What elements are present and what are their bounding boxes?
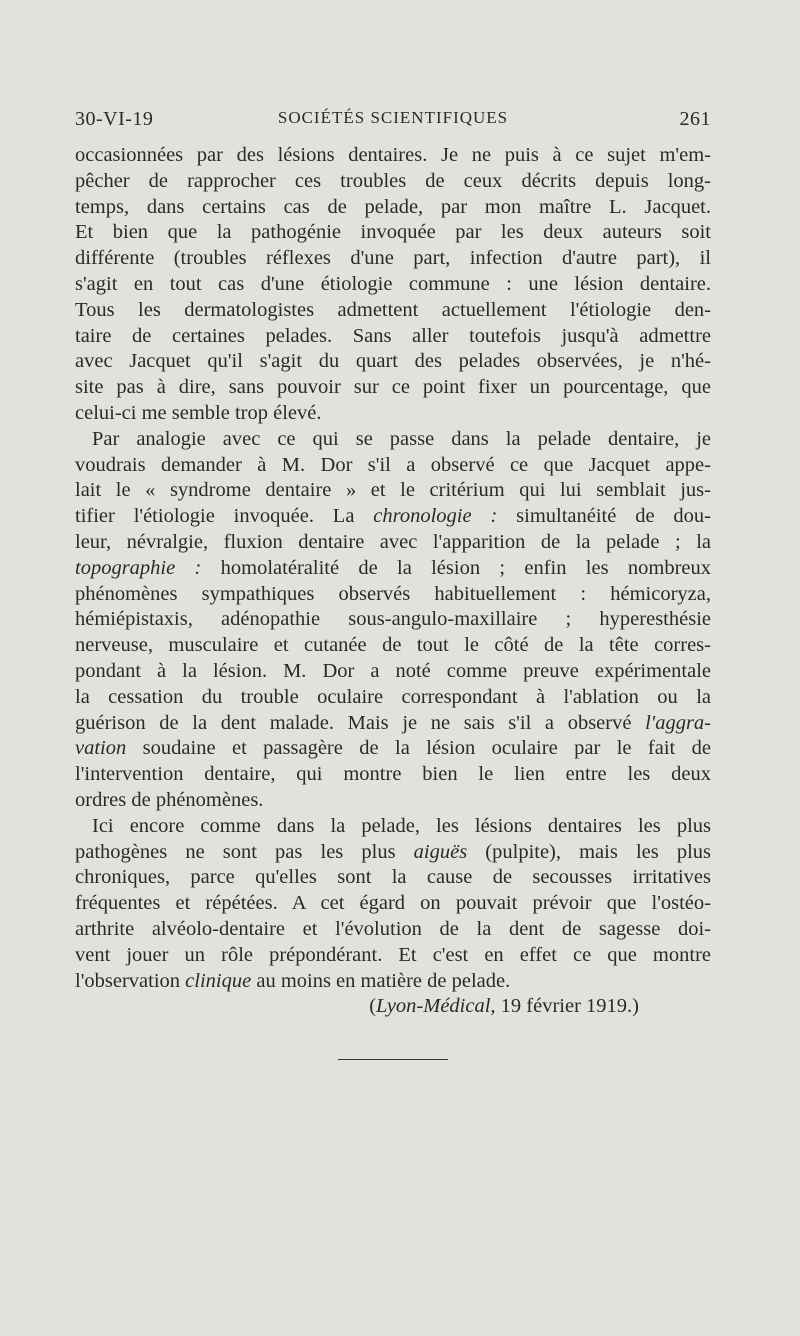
text-segment: ordres de phénomènes. <box>75 788 264 811</box>
text-segment: phénomènes sympathiques observés habituellement : hémicoryza, <box>75 582 711 605</box>
text-segment: l'intervention dentaire, qui montre bien le lien entre les deux <box>75 763 711 786</box>
text-segment: pathogènes ne sont pas les plus <box>75 840 414 863</box>
text-line <box>75 169 711 195</box>
text-segment: Tous les dermatologistes admettent actuellement l'étiologie den- <box>75 298 711 321</box>
text-line <box>75 685 711 711</box>
text-line <box>75 298 711 324</box>
text-segment: simultanéité de dou- <box>497 505 711 528</box>
text-segment: différente (troubles réflexes d'une part, infection d'autre part), il <box>75 247 711 270</box>
text-segment: pondant à la lésion. M. Dor a noté comme preuve expérimentale <box>75 659 711 682</box>
text-line <box>75 582 711 608</box>
text-line <box>75 865 711 891</box>
text-line <box>75 943 711 969</box>
text-segment: temps, dans certains cas de pelade, par mon maître L. Jacquet. <box>75 195 711 218</box>
italic-text: clinique <box>185 969 252 992</box>
text-segment: Ici encore comme dans la pelade, les lésions dentaires les plus <box>92 814 711 837</box>
text-segment: occasionnées par des lésions dentaires. Je ne puis à ce sujet m'em- <box>75 144 711 166</box>
text-segment: vent jouer un rôle prépondérant. Et c'est en effet ce que montre <box>75 943 711 966</box>
text-line <box>75 840 711 866</box>
text-line <box>75 530 711 556</box>
text-line <box>75 556 711 582</box>
text-line <box>75 814 711 840</box>
end-rule <box>338 1059 448 1060</box>
text-segment: l'observation <box>75 969 186 992</box>
text-segment: tifier l'étiologie invoquée. La <box>75 505 374 528</box>
page-number: 261 <box>679 108 711 130</box>
italic-text: vation <box>75 737 127 760</box>
text-line <box>75 220 711 246</box>
text-line <box>75 917 711 943</box>
text-segment: arthrite alvéolo-dentaire et l'évolution de la dent de sagesse doi- <box>75 917 711 940</box>
text-line <box>75 891 711 917</box>
page-header <box>75 108 711 138</box>
text-line <box>75 195 711 221</box>
text-segment: Et bien que la pathogénie invoquée par les deux auteurs soit <box>75 221 711 244</box>
italic-text: topographie : <box>75 556 202 579</box>
text-line <box>75 427 711 453</box>
text-segment: voudrais demander à M. Dor s'il a observé ce que Jacquet appe- <box>75 453 711 476</box>
text-segment: chroniques, parce qu'elles sont la cause de secousses irritatives <box>75 866 711 889</box>
italic-text: chronologie : <box>373 505 498 528</box>
text-segment: (pulpite), mais les plus <box>467 840 711 863</box>
text-line <box>75 736 711 762</box>
text-segment: celui-ci me semble trop élevé. <box>75 401 322 424</box>
text-line <box>75 143 711 169</box>
text-line <box>75 324 711 350</box>
text-line <box>75 504 711 530</box>
text-line <box>75 659 711 685</box>
text-line <box>75 969 711 995</box>
text-line <box>75 762 711 788</box>
text-segment: nerveuse, musculaire et cutanée de tout le côté de la tête corres- <box>75 634 711 657</box>
citation-text: 19 février 1919.) <box>495 995 639 1018</box>
italic-text: aiguës <box>413 840 468 863</box>
text-segment: Par analogie avec ce qui se passe dans la pelade dentaire, je <box>92 427 711 450</box>
text-line <box>75 401 711 427</box>
running-title: SOCIÉTÉS SCIENTIFIQUES <box>277 108 509 127</box>
text-line <box>75 375 711 401</box>
article-body <box>75 143 711 1020</box>
text-segment: site pas à dire, sans pouvoir sur ce point fixer un pourcentage, que <box>75 376 711 399</box>
text-segment: pêcher de rapprocher ces troubles de ceux décrits depuis long- <box>75 169 711 192</box>
text-segment: fréquentes et répétées. A cet égard on pouvait prévoir que l'ostéo- <box>75 892 711 915</box>
text-line <box>75 272 711 298</box>
text-line <box>75 788 711 814</box>
text-segment: soudaine et passagère de la lésion oculaire par le fait de <box>126 737 711 760</box>
text-line <box>75 246 711 272</box>
text-segment: guérison de la dent malade. Mais je ne sais s'il a observé <box>75 711 646 734</box>
text-line <box>75 607 711 633</box>
text-line <box>75 633 711 659</box>
text-line <box>75 349 711 375</box>
text-segment: avec Jacquet qu'il s'agit du quart des pelades observées, je n'hé- <box>75 350 711 373</box>
header-date: 30-VI-19 <box>75 108 154 130</box>
text-segment: homolatéralité de la lésion ; enfin les nombreux <box>201 556 712 579</box>
text-segment: au moins en matière de pelade. <box>251 969 511 992</box>
citation <box>75 994 711 1020</box>
text-segment: hémiépistaxis, adénopathie sous-angulo-maxillaire ; hyperesthésie <box>75 608 711 631</box>
citation-text: ( <box>369 995 377 1018</box>
text-segment: taire de certaines pelades. Sans aller toutefois jusqu'à admettre <box>75 324 711 347</box>
text-line <box>75 711 711 737</box>
text-line <box>75 478 711 504</box>
text-segment: lait le « syndrome dentaire » et le critérium qui lui semblait jus- <box>75 479 711 502</box>
citation-source: Lyon-Médical, <box>376 995 496 1018</box>
text-segment: leur, névralgie, fluxion dentaire avec l'apparition de la pelade ; la <box>75 530 711 553</box>
italic-text: l'aggra- <box>645 711 711 734</box>
text-line <box>75 453 711 479</box>
text-segment: la cessation du trouble oculaire correspondant à l'ablation ou la <box>75 685 711 708</box>
text-segment: s'agit en tout cas d'une étiologie commune : une lésion dentaire. <box>75 272 711 295</box>
